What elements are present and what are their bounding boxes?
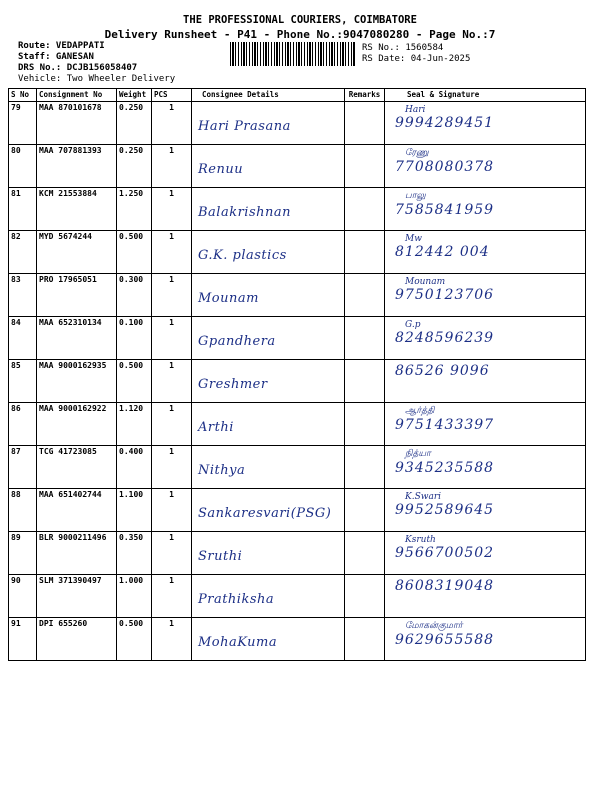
cell-pcs: 1: [152, 618, 192, 661]
cell-consignee: [192, 231, 345, 274]
table-row: [9, 188, 586, 231]
table-row: [9, 403, 586, 446]
cell-weight: 0.400: [117, 446, 152, 489]
route-label: Route: VEDAPPATI: [18, 41, 105, 51]
signature-phone: 8608319048: [395, 578, 495, 594]
consignee-handwriting: MohaKuma: [198, 635, 278, 650]
signature-name: Mounam: [405, 277, 446, 287]
cell-remarks: [345, 532, 385, 575]
cell-sno: 84: [9, 317, 37, 360]
consignee-handwriting: Hari Prasana: [198, 119, 291, 134]
cell-remarks: [345, 188, 385, 231]
cell-pcs: 1: [152, 102, 192, 145]
col-seal-signature: Seal & Signature: [385, 89, 586, 102]
table-row: [9, 446, 586, 489]
table-row: [9, 575, 586, 618]
barcode: [230, 42, 355, 66]
rs-date: RS Date: 04-Jun-2025: [362, 54, 471, 64]
cell-consignee: [192, 274, 345, 317]
cell-remarks: [345, 403, 385, 446]
table-row: [9, 102, 586, 145]
cell-pcs: 1: [152, 403, 192, 446]
signature-phone: 812442 004: [395, 244, 490, 260]
table-header-row: [9, 89, 586, 102]
signature-name: Ksruth: [405, 535, 436, 545]
consignee-handwriting: Sankaresvari(PSG): [198, 506, 332, 521]
cell-weight: 0.300: [117, 274, 152, 317]
cell-pcs: 1: [152, 532, 192, 575]
col-weight: Weight: [117, 89, 152, 102]
cell-signature: [385, 188, 586, 231]
signature-phone: 86526 9096: [395, 363, 490, 379]
cell-sno: 87: [9, 446, 37, 489]
cell-consignee: [192, 532, 345, 575]
signature-name: மோகன்குமார்: [405, 621, 463, 631]
cell-sno: 85: [9, 360, 37, 403]
signature-phone: 7708080378: [395, 159, 495, 175]
staff-label: Staff: GANESAN: [18, 52, 94, 62]
cell-remarks: [345, 489, 385, 532]
cell-signature: [385, 231, 586, 274]
cell-sno: 89: [9, 532, 37, 575]
table-row: [9, 231, 586, 274]
cell-consignment-no: SLM 371390497: [37, 575, 117, 618]
consignee-handwriting: Nithya: [198, 463, 246, 478]
consignee-handwriting: Sruthi: [198, 549, 243, 564]
cell-signature: [385, 532, 586, 575]
cell-weight: 0.250: [117, 102, 152, 145]
cell-sno: 86: [9, 403, 37, 446]
table-row: [9, 317, 586, 360]
cell-remarks: [345, 360, 385, 403]
signature-phone: 9345235588: [395, 460, 495, 476]
table-row: [9, 360, 586, 403]
cell-pcs: 1: [152, 446, 192, 489]
signature-name: ஆர்த்தி: [405, 406, 435, 416]
signature-name: பாலு: [405, 191, 426, 201]
company-title: THE PROFESSIONAL COURIERS, COIMBATORE: [183, 14, 417, 26]
rs-number: RS No.: 1560584: [362, 43, 444, 53]
cell-consignment-no: MAA 9000162922: [37, 403, 117, 446]
cell-consignee: [192, 618, 345, 661]
cell-weight: 0.350: [117, 532, 152, 575]
signature-phone: 9751433397: [395, 417, 495, 433]
cell-consignment-no: DPI 655260: [37, 618, 117, 661]
cell-weight: 0.500: [117, 618, 152, 661]
cell-pcs: 1: [152, 489, 192, 532]
cell-signature: [385, 145, 586, 188]
cell-pcs: 1: [152, 145, 192, 188]
cell-consignee: [192, 489, 345, 532]
cell-weight: 0.500: [117, 360, 152, 403]
cell-remarks: [345, 317, 385, 360]
cell-remarks: [345, 446, 385, 489]
cell-consignee: [192, 360, 345, 403]
consignee-handwriting: G.K. plastics: [198, 248, 287, 263]
runsheet-table: [8, 88, 586, 661]
table-row: [9, 532, 586, 575]
vehicle-label: Vehicle: Two Wheeler Delivery: [18, 74, 176, 84]
cell-consignee: [192, 403, 345, 446]
cell-consignment-no: MAA 9000162935: [37, 360, 117, 403]
consignee-handwriting: Mounam: [198, 291, 259, 306]
cell-pcs: 1: [152, 188, 192, 231]
signature-phone: 9566700502: [395, 545, 495, 561]
cell-signature: [385, 102, 586, 145]
col-consignee-details: Consignee Details: [192, 89, 345, 102]
cell-sno: 82: [9, 231, 37, 274]
cell-consignee: [192, 188, 345, 231]
cell-sno: 80: [9, 145, 37, 188]
table-row: [9, 274, 586, 317]
consignee-handwriting: Arthi: [198, 420, 234, 435]
drs-number: DRS No.: DCJB156058407: [18, 63, 138, 73]
signature-phone: 9629655588: [395, 632, 495, 648]
consignee-handwriting: Renuu: [198, 162, 244, 177]
cell-sno: 81: [9, 188, 37, 231]
cell-signature: [385, 360, 586, 403]
cell-consignment-no: MAA 652310134: [37, 317, 117, 360]
col-consignment-no: Consignment No: [37, 89, 117, 102]
cell-weight: 1.120: [117, 403, 152, 446]
cell-consignment-no: PRO 17965051: [37, 274, 117, 317]
cell-pcs: 1: [152, 274, 192, 317]
cell-consignee: [192, 145, 345, 188]
runsheet-subtitle: Delivery Runsheet - P41 - Phone No.:9047080280 - Page No.:7: [104, 28, 496, 41]
col-pcs: PCS: [152, 89, 192, 102]
consignee-handwriting: Balakrishnan: [198, 205, 292, 220]
cell-signature: [385, 575, 586, 618]
cell-pcs: 1: [152, 575, 192, 618]
signature-name: G.p: [405, 320, 421, 330]
cell-weight: 0.500: [117, 231, 152, 274]
table-row: [9, 145, 586, 188]
cell-pcs: 1: [152, 360, 192, 403]
cell-signature: [385, 403, 586, 446]
cell-consignment-no: MAA 707881393: [37, 145, 117, 188]
signature-name: K.Swari: [405, 492, 441, 502]
cell-signature: [385, 274, 586, 317]
cell-pcs: 1: [152, 231, 192, 274]
signature-name: நித்யா: [405, 449, 431, 459]
cell-remarks: [345, 102, 385, 145]
consignee-handwriting: Gpandhera: [198, 334, 276, 349]
cell-signature: [385, 446, 586, 489]
signature-phone: 8248596239: [395, 330, 495, 346]
table-row: [9, 618, 586, 661]
col-remarks: Remarks: [345, 89, 385, 102]
signature-name: Mw: [405, 234, 422, 244]
cell-consignee: [192, 575, 345, 618]
signature-name: Hari: [405, 105, 426, 115]
cell-sno: 88: [9, 489, 37, 532]
cell-consignee: [192, 102, 345, 145]
cell-remarks: [345, 575, 385, 618]
cell-weight: 0.250: [117, 145, 152, 188]
cell-consignment-no: BLR 9000211496: [37, 532, 117, 575]
cell-sno: 90: [9, 575, 37, 618]
signature-name: ரேணு: [405, 148, 429, 158]
signature-phone: 9952589645: [395, 502, 495, 518]
cell-consignment-no: MAA 651402744: [37, 489, 117, 532]
signature-phone: 7585841959: [395, 202, 495, 218]
cell-sno: 83: [9, 274, 37, 317]
cell-consignee: [192, 446, 345, 489]
cell-signature: [385, 317, 586, 360]
cell-remarks: [345, 618, 385, 661]
cell-weight: 1.250: [117, 188, 152, 231]
cell-signature: [385, 489, 586, 532]
cell-consignment-no: MAA 870101678: [37, 102, 117, 145]
cell-weight: 1.100: [117, 489, 152, 532]
cell-signature: [385, 618, 586, 661]
cell-consignment-no: KCM 21553884: [37, 188, 117, 231]
cell-consignee: [192, 317, 345, 360]
signature-phone: 9994289451: [395, 115, 495, 131]
cell-weight: 1.000: [117, 575, 152, 618]
col-sno: S No: [9, 89, 37, 102]
cell-weight: 0.100: [117, 317, 152, 360]
table-row: [9, 489, 586, 532]
cell-remarks: [345, 274, 385, 317]
consignee-handwriting: Prathiksha: [198, 592, 275, 607]
consignee-handwriting: Greshmer: [198, 377, 268, 392]
cell-sno: 79: [9, 102, 37, 145]
cell-remarks: [345, 231, 385, 274]
cell-pcs: 1: [152, 317, 192, 360]
cell-remarks: [345, 145, 385, 188]
signature-phone: 9750123706: [395, 287, 495, 303]
cell-consignment-no: TCG 41723085: [37, 446, 117, 489]
cell-consignment-no: MYD 5674244: [37, 231, 117, 274]
cell-sno: 91: [9, 618, 37, 661]
